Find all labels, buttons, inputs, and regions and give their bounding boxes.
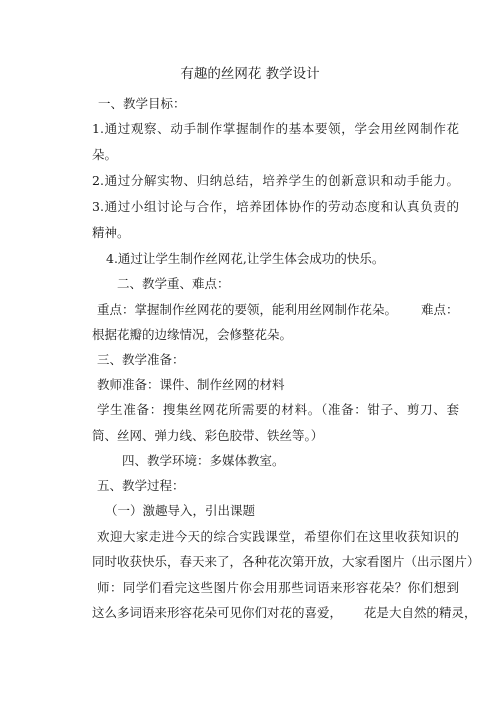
paragraph-1-line-1: 欢迎大家走进今天的综合实践课堂，希望你们在这里收获知识的: [97, 529, 459, 544]
key-points-line-2: 根据花瓣的边缘情况，会修整花朵。: [92, 327, 293, 342]
teacher-preparation: 教师准备：课件、制作丝网的材料: [97, 377, 285, 392]
paragraph-2-line-2-part-b: 花是大自然的精灵，: [364, 605, 477, 620]
difficult-point-label: 难点：: [421, 302, 459, 317]
teaching-environment: 四、教学环境：多媒体教室。: [122, 453, 285, 468]
goal-1-line-2: 朵。: [92, 147, 118, 162]
key-points-line-1: [97, 301, 459, 319]
student-preparation-line-1: 学生准备：搜集丝网花所需要的材料。（准备：钳子、剪刀、套: [97, 402, 459, 417]
key-point-text: 重点：掌握制作丝网花的要领，能利用丝网制作花朵。: [97, 302, 398, 317]
paragraph-2-line-2: [92, 604, 477, 622]
document-title: 有趣的丝网花 教学设计: [180, 66, 320, 82]
goal-1-line-1: 1.通过观察、动手制作掌握制作的基本要领，学会用丝网制作花: [92, 121, 459, 136]
process-subheading-1: （一）激趣导入，引出课题: [105, 503, 256, 518]
goal-2: 2.通过分解实物、归纳总结，培养学生的创新意识和动手能力。: [92, 173, 459, 188]
key-points-heading: 二、教学重、难点：: [117, 276, 230, 291]
goal-3-line-1: 3.通过小组讨论与合作，培养团体协作的劳动态度和认真负责的: [92, 199, 459, 214]
goal-4: 4.通过让学生制作丝网花,让学生体会成功的快乐。: [106, 251, 385, 266]
goals-heading: 一、教学目标：: [98, 96, 186, 111]
goal-3-line-2: 精神。: [92, 225, 130, 240]
paragraph-2-line-2-part-a: 这么多词语来形容花朵可见你们对花的喜爱，: [92, 605, 343, 620]
paragraph-1-line-2: 同时收获快乐，春天来了，各种花次第开放，大家看图片（出示图片）: [92, 554, 480, 569]
paragraph-2-line-1: 师：同学们看完这些图片你会用那些词语来形容花朵？你们想到: [97, 580, 459, 595]
preparation-heading: 三、教学准备：: [97, 352, 185, 367]
process-heading: 五、教学过程：: [97, 478, 185, 493]
student-preparation-line-2: 筒、丝网、弹力线、彩色胶带、铁丝等。）: [92, 428, 324, 443]
